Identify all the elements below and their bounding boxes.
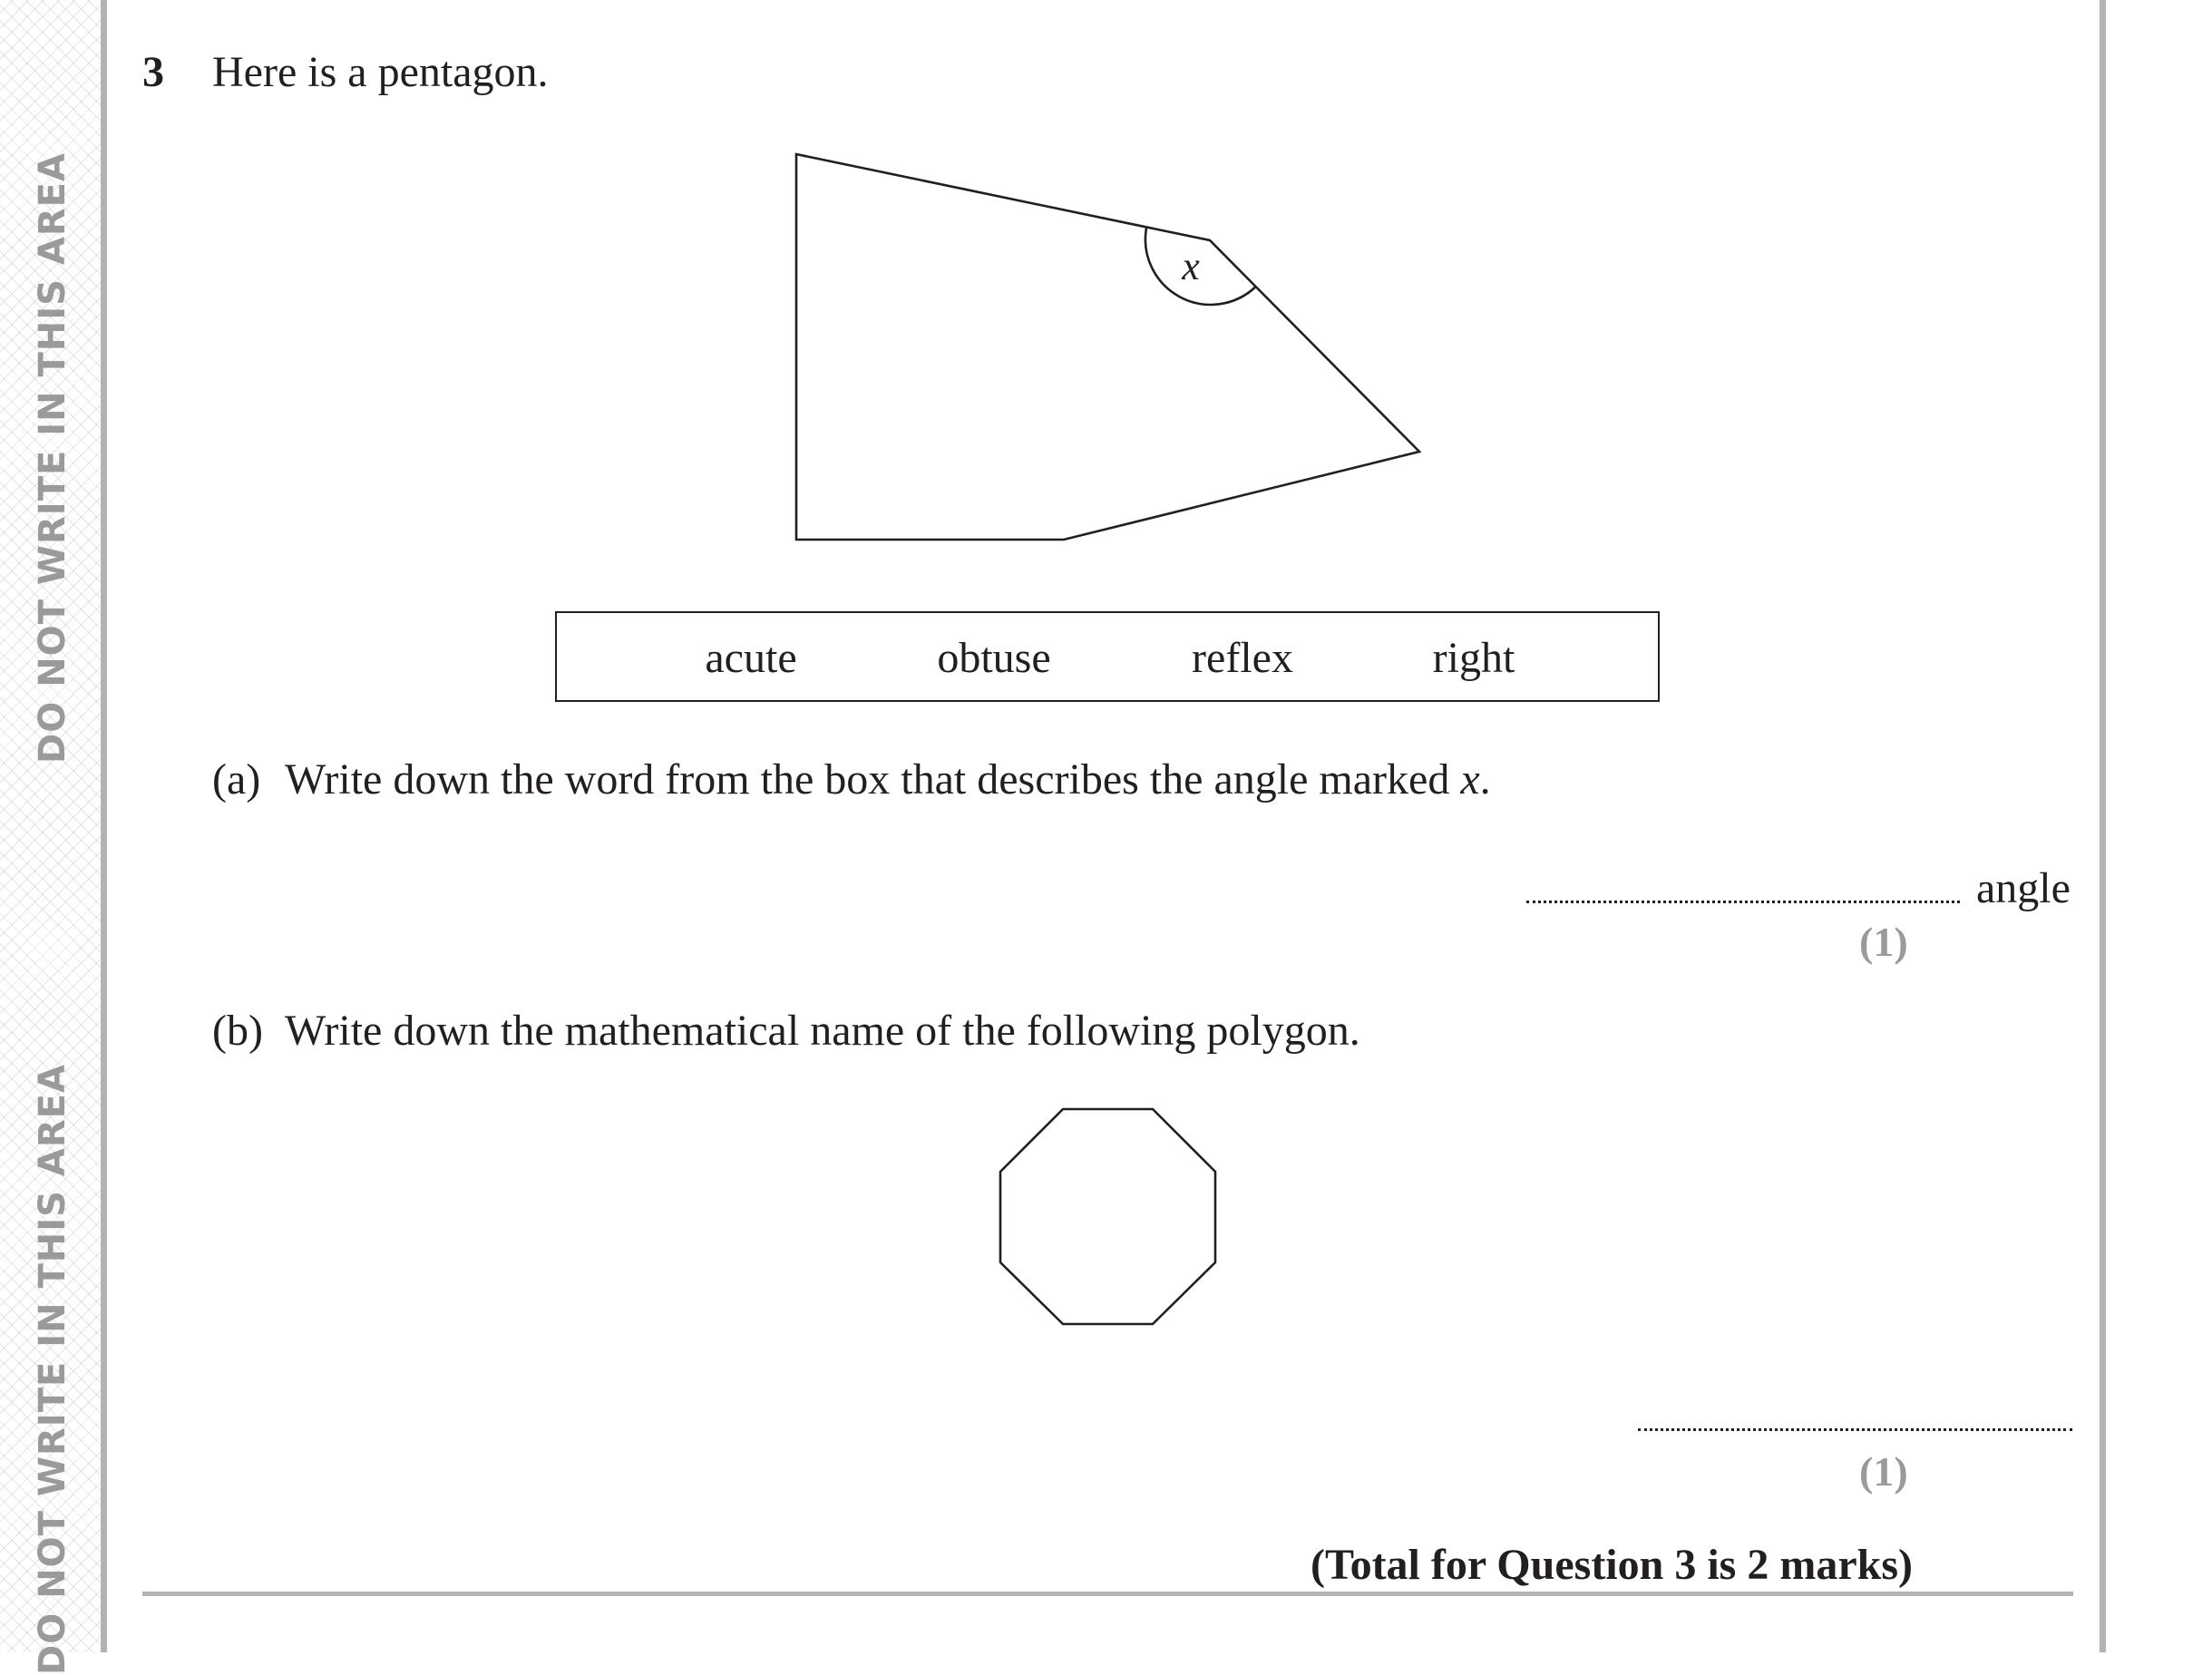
part-a-variable: x (1460, 755, 1480, 803)
margin-warning-upper: DO NOT WRITE IN THIS AREA (32, 152, 73, 764)
question-end-rule (142, 1592, 2073, 1596)
question-stem: Here is a pentagon. (212, 48, 549, 96)
part-b-question: Write down the mathematical name of the following polygon. (285, 1007, 1360, 1055)
angle-x-label: x (1182, 244, 1200, 288)
word-option-reflex: reflex (1192, 634, 1293, 682)
part-a-label: (a) (212, 755, 261, 803)
octagon-shape (1000, 1109, 1215, 1324)
pentagon-diagram (796, 154, 1419, 540)
word-box (555, 611, 1660, 702)
word-option-obtuse: obtuse (937, 634, 1051, 682)
part-a-text: Write down the word from the box that describes the angle marked (285, 755, 1461, 803)
part-a-answer-line[interactable] (1526, 901, 1960, 903)
word-option-right: right (1432, 634, 1515, 682)
part-a-question (285, 755, 1491, 804)
part-b-label: (b) (212, 1007, 263, 1055)
question-number: 3 (142, 48, 164, 96)
question-total: (Total for Question 3 is 2 marks) (1310, 1541, 1913, 1589)
part-a-period: . (1479, 755, 1491, 803)
part-a-marks: (1) (1859, 919, 1908, 965)
margin-warning-lower: DO NOT WRITE IN THIS AREA (32, 1064, 73, 1675)
word-option-acute: acute (705, 634, 797, 682)
part-b-marks: (1) (1859, 1448, 1908, 1495)
pentagon-shape (796, 154, 1419, 540)
part-b-answer-line[interactable] (1638, 1428, 2072, 1431)
part-a-answer-suffix: angle (1976, 864, 2071, 912)
